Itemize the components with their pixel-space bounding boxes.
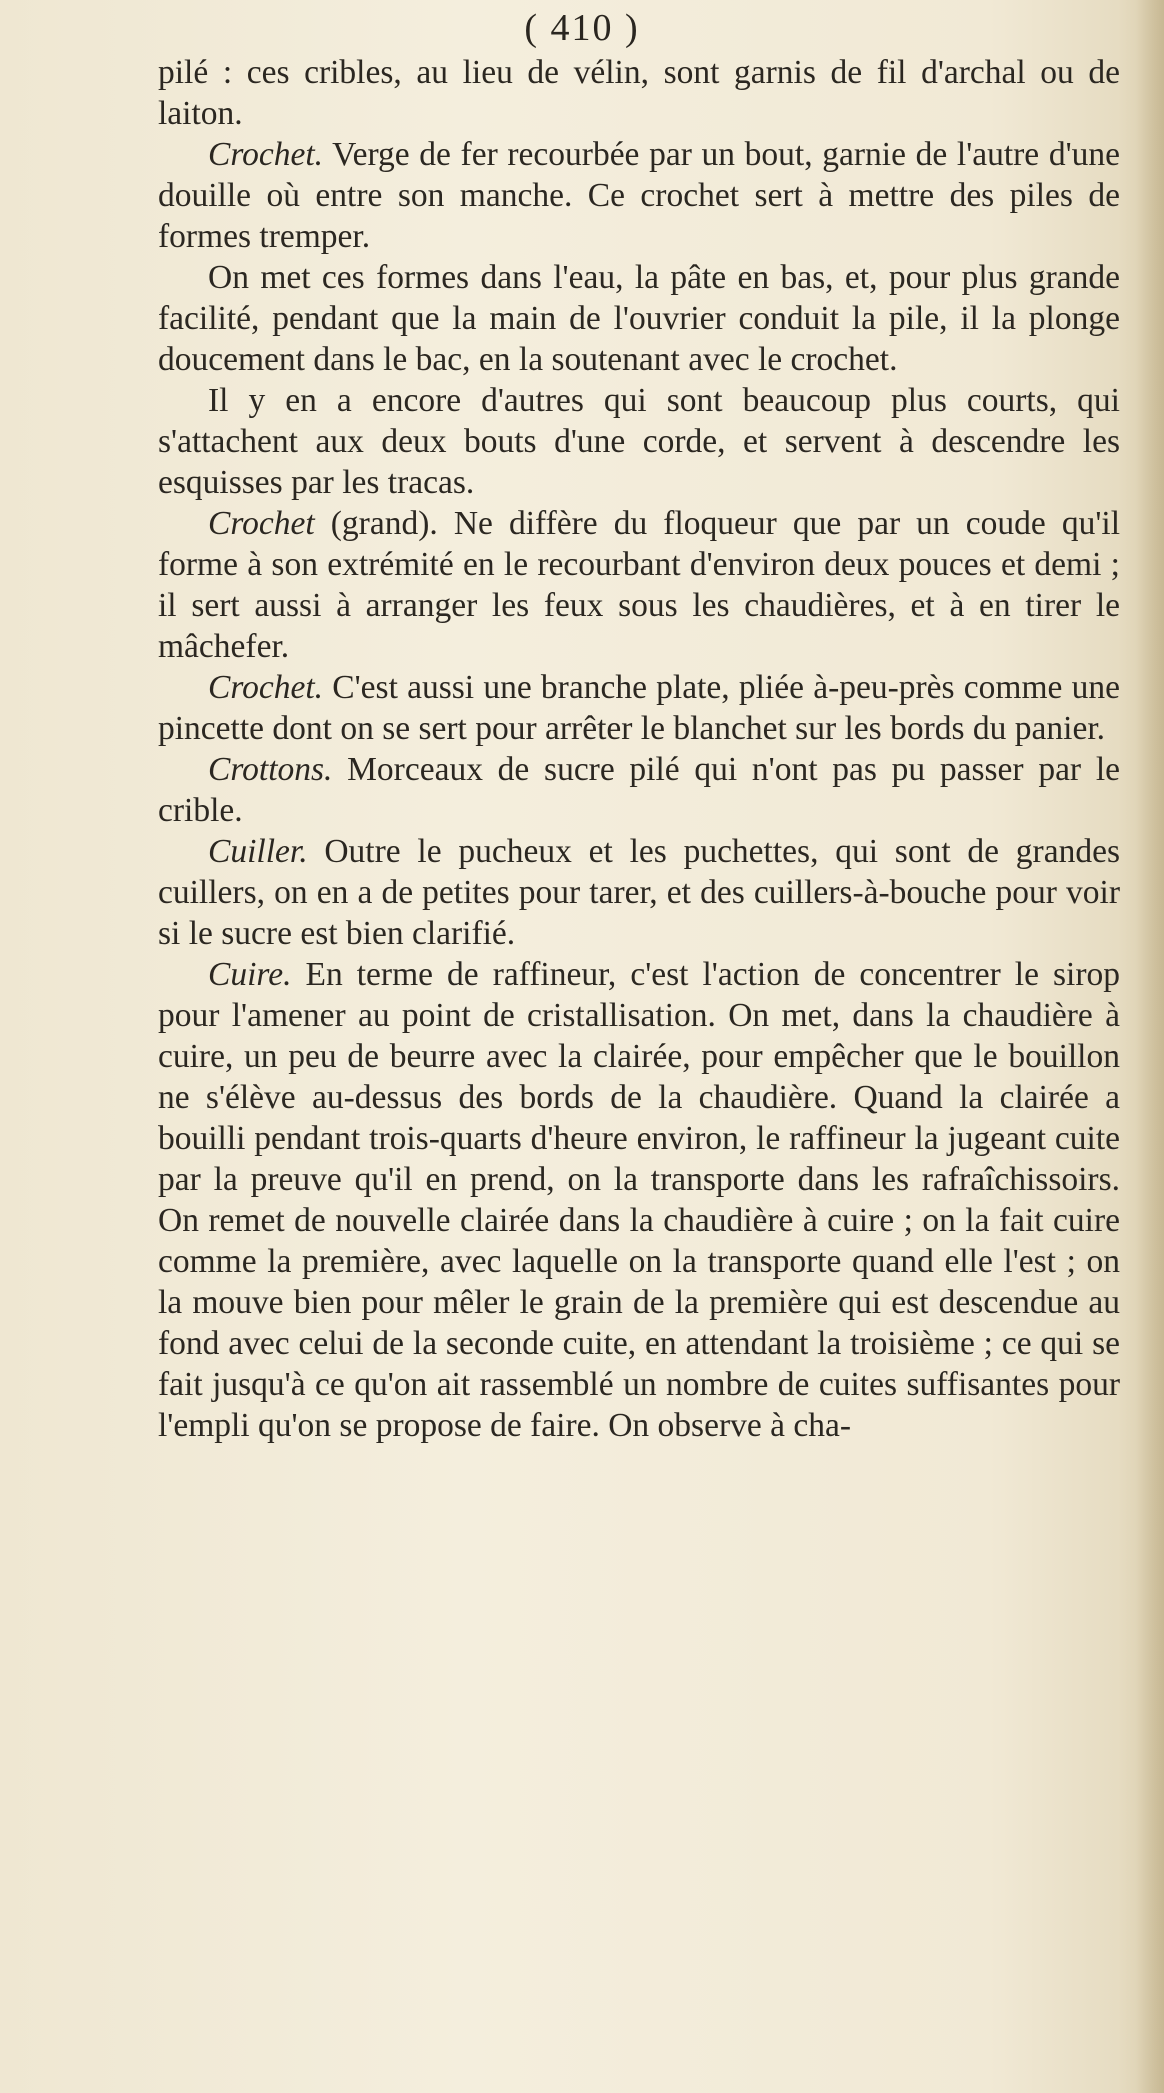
paragraph-text: Morceaux de sucre pilé qui n'ont pas pu passer par le crible.	[158, 751, 1120, 829]
entry-term: Cuire.	[208, 956, 292, 993]
paragraph	[158, 380, 1120, 503]
paragraph	[158, 954, 1120, 1446]
entry-term: Crochet	[208, 505, 315, 542]
paragraph	[158, 831, 1120, 954]
paragraph-text: Il y en a encore d'autres qui sont beaucoup plus courts, qui s'attachent aux deux bouts d'une corde, et servent à descendre les esquisses par les tracas.	[158, 382, 1120, 501]
paragraph	[158, 749, 1120, 831]
paragraph	[158, 134, 1120, 257]
entry-term: Crottons.	[208, 751, 333, 788]
paragraph-text: C'est aussi une branche plate, pliée à-peu-près comme une pincette dont on se sert pour arrêter le blanchet sur les bords du panier.	[158, 669, 1120, 747]
paragraph-text: Outre le pucheux et les puchettes, qui sont de grandes cuillers, on en a de petites pour tarer, et des cuillers-à-bouche pour voir si le sucre est bien clarifié.	[158, 833, 1120, 952]
paragraph	[158, 52, 1120, 134]
entry-term: Crochet.	[208, 136, 324, 173]
paragraph-text: (grand). Ne diffère du floqueur que par un coude qu'il forme à son extrémité en le recourbant d'environ deux pouces et demi ; il sert aussi à arranger les feux sous les chaudières, et à en tirer le mâchefer.	[158, 505, 1120, 665]
paragraph	[158, 257, 1120, 380]
paragraph-text: En terme de raffineur, c'est l'action de concentrer le sirop pour l'amener au point de cristallisation. On met, dans la chaudière à cuire, un peu de beurre avec la clairée, pour empêcher que le bouillon ne s'élève au-dessus des bords de la chaudière. Quand la clairée a bouilli pendant trois-quarts d'heure environ, le raffineur la jugeant cuite par la preuve qu'il en prend, on la transporte dans les rafraîchissoirs. On remet de nouvelle clairée dans la chaudière à cuire ; on la fait cuire comme la première, avec laquelle on la transporte quand elle l'est ; on la mouve bien pour mêler le grain de la première qui est descendue au fond avec celui de la seconde cuite, en attendant la troisième ; ce qui se fait jusqu'à ce qu'on ait rassemblé un nombre de cuites suffisantes pour l'empli qu'on se propose de faire. On observe à cha-	[158, 956, 1120, 1444]
page-number: ( 410 )	[524, 7, 640, 49]
paragraph-text: pilé : ces cribles, au lieu de vélin, sont garnis de fil d'archal ou de laiton.	[158, 54, 1120, 132]
paragraph	[158, 667, 1120, 749]
entry-term: Cuiller.	[208, 833, 308, 870]
paragraph-text: On met ces formes dans l'eau, la pâte en bas, et, pour plus grande facilité, pendant que la main de l'ouvrier conduit la pile, il la plonge doucement dans le bac, en la soutenant avec le crochet.	[158, 259, 1120, 378]
paragraph	[158, 503, 1120, 667]
body-text	[158, 52, 1120, 1446]
entry-term: Crochet.	[208, 669, 324, 706]
paragraph-text: Verge de fer recourbée par un bout, garnie de l'autre d'une douille où entre son manche. Ce crochet sert à mettre des piles de formes tremper.	[158, 136, 1120, 255]
page-edge-shadow	[1136, 0, 1164, 2093]
